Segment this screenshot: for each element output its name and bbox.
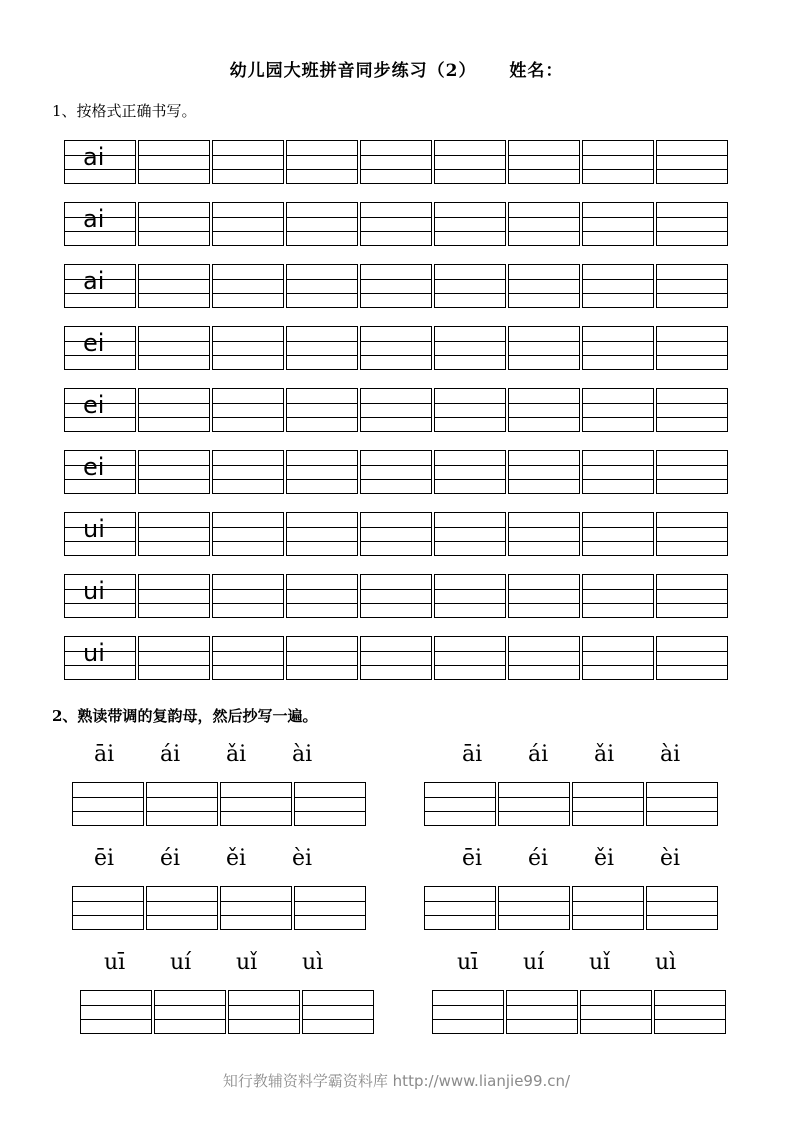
writing-cell[interactable] <box>212 140 284 184</box>
writing-cell[interactable] <box>434 450 506 494</box>
toned-syllable: èi <box>292 846 313 871</box>
toned-syllable: èi <box>660 846 681 871</box>
example-cell <box>64 636 136 680</box>
writing-cell[interactable] <box>582 636 654 680</box>
pinyin-example: ai <box>83 143 105 171</box>
toned-syllable: ài <box>660 742 681 767</box>
writing-row <box>64 574 730 618</box>
writing-cell[interactable] <box>138 202 210 246</box>
copy-grid <box>432 990 728 1034</box>
copy-cell[interactable] <box>580 990 652 1034</box>
copy-cell[interactable] <box>146 782 218 826</box>
toned-syllable: ái <box>528 742 549 767</box>
toned-syllable: uí <box>170 950 192 975</box>
writing-row <box>64 264 730 308</box>
writing-cell[interactable] <box>508 574 580 618</box>
writing-cell[interactable] <box>286 140 358 184</box>
writing-cell[interactable] <box>212 202 284 246</box>
toned-syllable: āi <box>94 742 115 767</box>
writing-cell[interactable] <box>286 202 358 246</box>
writing-cell[interactable] <box>508 326 580 370</box>
copy-cell[interactable] <box>572 782 644 826</box>
writing-cell[interactable] <box>508 388 580 432</box>
writing-cell[interactable] <box>138 264 210 308</box>
example-cell <box>64 326 136 370</box>
copy-cell[interactable] <box>572 886 644 930</box>
copy-cell[interactable] <box>302 990 374 1034</box>
copy-cell[interactable] <box>432 990 504 1034</box>
writing-cell[interactable] <box>138 574 210 618</box>
writing-cell[interactable] <box>582 450 654 494</box>
writing-row <box>64 450 730 494</box>
writing-cell[interactable] <box>212 450 284 494</box>
writing-cell[interactable] <box>212 574 284 618</box>
writing-cell[interactable] <box>434 264 506 308</box>
writing-cell[interactable] <box>360 636 432 680</box>
writing-cell[interactable] <box>508 450 580 494</box>
copy-cell[interactable] <box>228 990 300 1034</box>
writing-row <box>64 202 730 246</box>
toned-syllable: āi <box>462 742 483 767</box>
pinyin-example: ui <box>83 577 105 605</box>
writing-cell[interactable] <box>434 202 506 246</box>
writing-cell[interactable] <box>360 450 432 494</box>
copy-cell[interactable] <box>220 886 292 930</box>
copy-cell[interactable] <box>654 990 726 1034</box>
copy-grid <box>424 886 720 930</box>
writing-cell[interactable] <box>582 388 654 432</box>
writing-cell[interactable] <box>582 512 654 556</box>
copy-grid <box>80 990 376 1034</box>
writing-cell[interactable] <box>212 388 284 432</box>
writing-cell[interactable] <box>360 202 432 246</box>
writing-cell[interactable] <box>286 574 358 618</box>
toned-syllable: uī <box>457 950 479 975</box>
toned-syllable: uì <box>302 950 324 975</box>
writing-cell[interactable] <box>434 574 506 618</box>
writing-cell[interactable] <box>582 574 654 618</box>
writing-row <box>64 326 730 370</box>
toned-syllable: ēi <box>94 846 115 871</box>
pinyin-example: ei <box>83 329 105 357</box>
copy-grid <box>72 782 368 826</box>
writing-cell[interactable] <box>656 326 728 370</box>
example-cell <box>64 140 136 184</box>
writing-cell[interactable] <box>138 326 210 370</box>
pinyin-example: ai <box>83 205 105 233</box>
writing-cell[interactable] <box>508 512 580 556</box>
writing-cell[interactable] <box>286 264 358 308</box>
writing-cell[interactable] <box>508 636 580 680</box>
toned-syllable: ǎi <box>594 742 615 767</box>
title-text: 幼儿园大班拼音同步练习（2） <box>229 61 477 81</box>
writing-cell[interactable] <box>212 326 284 370</box>
copy-grid <box>424 782 720 826</box>
page-title <box>0 56 793 81</box>
copy-cell[interactable] <box>646 782 718 826</box>
writing-cell[interactable] <box>138 388 210 432</box>
toned-syllable: uī <box>104 950 126 975</box>
tone-row-right <box>462 846 726 871</box>
copy-cell[interactable] <box>72 782 144 826</box>
writing-cell[interactable] <box>286 512 358 556</box>
writing-cell[interactable] <box>656 450 728 494</box>
writing-cell[interactable] <box>434 326 506 370</box>
writing-cell[interactable] <box>434 140 506 184</box>
copy-cell[interactable] <box>294 782 366 826</box>
writing-row <box>64 512 730 556</box>
toned-syllable: ài <box>292 742 313 767</box>
writing-cell[interactable] <box>582 140 654 184</box>
writing-cell[interactable] <box>138 450 210 494</box>
copy-cell[interactable] <box>506 990 578 1034</box>
writing-cell[interactable] <box>434 512 506 556</box>
pinyin-example: ui <box>83 639 105 667</box>
writing-cell[interactable] <box>656 264 728 308</box>
writing-cell[interactable] <box>286 388 358 432</box>
toned-syllable: uì <box>655 950 677 975</box>
writing-cell[interactable] <box>508 202 580 246</box>
toned-syllable: ǎi <box>226 742 247 767</box>
writing-row <box>64 388 730 432</box>
writing-cell[interactable] <box>286 636 358 680</box>
writing-cell[interactable] <box>434 636 506 680</box>
toned-syllable: ěi <box>226 846 247 871</box>
toned-syllable: ái <box>160 742 181 767</box>
pinyin-example: ai <box>83 267 105 295</box>
footer-watermark: 知行教辅资料学霸资料库 http://www.lianjie99.cn/ <box>222 1072 571 1090</box>
toned-syllable: éi <box>528 846 549 871</box>
tone-row-left <box>94 846 358 871</box>
writing-cell[interactable] <box>360 388 432 432</box>
question-2-label: 2、熟读带调的复韵母，然后抄写一遍。 <box>52 707 318 725</box>
copy-cell[interactable] <box>72 886 144 930</box>
writing-cell[interactable] <box>656 574 728 618</box>
writing-cell[interactable] <box>656 202 728 246</box>
pinyin-example: ei <box>83 391 105 419</box>
writing-cell[interactable] <box>582 326 654 370</box>
writing-cell[interactable] <box>286 450 358 494</box>
writing-cell[interactable] <box>656 140 728 184</box>
toned-syllable: éi <box>160 846 181 871</box>
writing-cell[interactable] <box>656 388 728 432</box>
tone-row-left <box>104 950 368 975</box>
writing-cell[interactable] <box>138 636 210 680</box>
writing-cell[interactable] <box>212 512 284 556</box>
tone-row-right <box>462 742 726 767</box>
question-1-label: 1、按格式正确书写。 <box>52 102 197 120</box>
copy-cell[interactable] <box>80 990 152 1034</box>
copy-cell[interactable] <box>294 886 366 930</box>
toned-syllable: uǐ <box>589 950 611 975</box>
copy-cell[interactable] <box>154 990 226 1034</box>
pinyin-example: ui <box>83 515 105 543</box>
example-cell <box>64 388 136 432</box>
writing-cell[interactable] <box>434 388 506 432</box>
writing-cell[interactable] <box>656 512 728 556</box>
name-label: 姓名： <box>509 61 564 81</box>
writing-cell[interactable] <box>508 140 580 184</box>
copy-cell[interactable] <box>646 886 718 930</box>
example-cell <box>64 202 136 246</box>
writing-row <box>64 636 730 680</box>
toned-syllable: ēi <box>462 846 483 871</box>
example-cell <box>64 512 136 556</box>
toned-syllable: uí <box>523 950 545 975</box>
example-cell <box>64 450 136 494</box>
copy-cell[interactable] <box>146 886 218 930</box>
writing-cell[interactable] <box>286 326 358 370</box>
example-cell <box>64 574 136 618</box>
writing-cell[interactable] <box>360 512 432 556</box>
writing-cell[interactable] <box>360 574 432 618</box>
example-cell <box>64 264 136 308</box>
tone-row-left <box>94 742 358 767</box>
writing-cell[interactable] <box>138 512 210 556</box>
copy-cell[interactable] <box>424 782 496 826</box>
writing-cell[interactable] <box>656 636 728 680</box>
writing-cell[interactable] <box>582 264 654 308</box>
pinyin-example: ei <box>83 453 105 481</box>
writing-cell[interactable] <box>582 202 654 246</box>
writing-cell[interactable] <box>360 326 432 370</box>
writing-cell[interactable] <box>360 264 432 308</box>
toned-syllable: uǐ <box>236 950 258 975</box>
writing-cell[interactable] <box>212 636 284 680</box>
toned-syllable: ěi <box>594 846 615 871</box>
copy-grid <box>72 886 368 930</box>
writing-row <box>64 140 730 184</box>
writing-cell[interactable] <box>212 264 284 308</box>
writing-cell[interactable] <box>360 140 432 184</box>
copy-cell[interactable] <box>220 782 292 826</box>
writing-cell[interactable] <box>508 264 580 308</box>
copy-cell[interactable] <box>424 886 496 930</box>
copy-cell[interactable] <box>498 782 570 826</box>
writing-cell[interactable] <box>138 140 210 184</box>
tone-row-right <box>457 950 721 975</box>
copy-cell[interactable] <box>498 886 570 930</box>
